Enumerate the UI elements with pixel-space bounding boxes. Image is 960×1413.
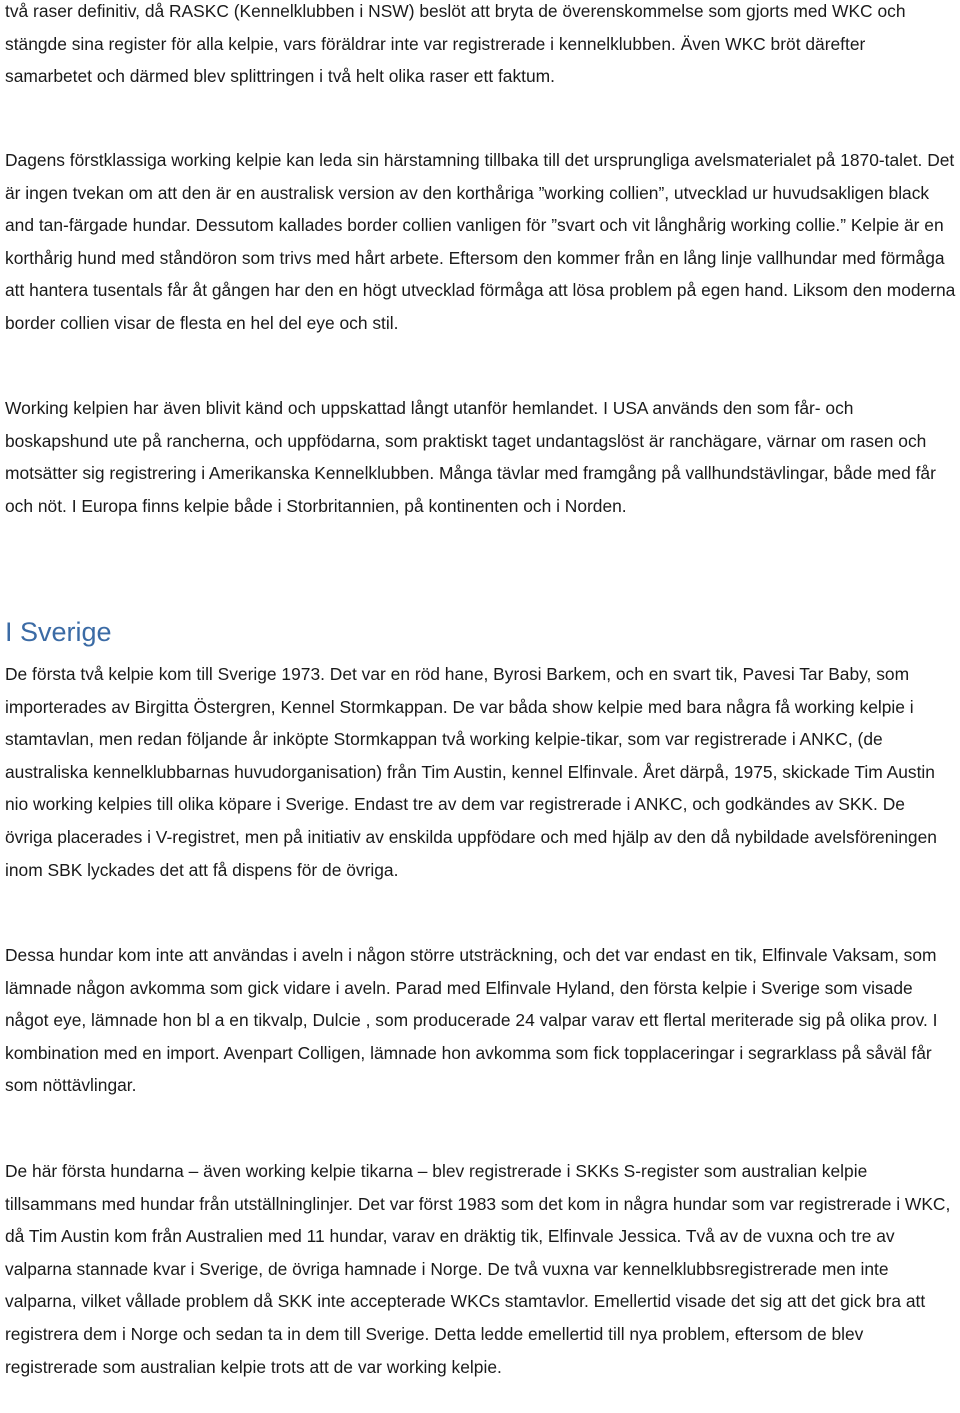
paragraph-international-spread: Working kelpien har även blivit känd och uppskattad långt utanför hemlandet. I USA används den som får- och boskapshund ute på rancherna, och uppfödarna, som praktiskt taget undantagslöst är ranchägare, värnar om rasen och motsätter sig registrering i Amerikanska Kennelklubben. Många tävlar med framgång på vallhundstävlingar, både med får och nöt. I Europa finns kelpie både i Storbritannien, på kontinenten och i Norden. xyxy=(5,398,936,516)
paragraph-first-imports: De första två kelpie kom till Sverige 1973. Det var en röd hane, Byrosi Barkem, och en svart tik, Pavesi Tar Baby, som importerades av Birgitta Östergren, Kennel Stormkappan. De var båda show kelpie med bara några få working kelpie i stamtavlan, men redan följande år inköpte Stormkappan två working kelpie-tikar, som var registrerade i ANKC, (de australiska kennelklubbarnas huvudorganisation) från Tim Austin, kennel Elfinvale. Året därpå, 1975, skickade Tim Austin nio working kelpies till olika köpare i Sverige. Endast tre av dem var registrerade i ANKC, och godkändes av SKK. De övriga placerades i V-registret, men på initiativ av enskilda uppfödare och med hjälp av den då nybildade avelsföreningen inom SBK lyckades det att få dispens för de övriga. xyxy=(5,664,937,880)
paragraph-breeding-use: Dessa hundar kom inte att användas i aveln i någon större utsträckning, och det var endast en tik, Elfinvale Vaksam, som lämnade någon avkomma som gick vidare i aveln. Parad med Elfinvale Hyland, den första kelpie i Sverige som visade något eye, lämnade hon bl a en tikvalp, Dulcie , som producerade 24 valpar varav ett flertal meriterade sig på olika prov. I kombination med en import. Avenpart Colligen, lämnade hon avkomma som fick topplaceringar i segrarklass på såväl får som nöttävlingar. xyxy=(5,945,938,1096)
section-heading-sverige: I Sverige xyxy=(5,617,112,647)
paragraph-breed-origin: Dagens förstklassiga working kelpie kan leda sin härstamning tillbaka till det ursprungliga avelsmaterialet på 1870-talet. Det är ingen tvekan om att den är en australisk version av den korthåriga ”working collien”, utvecklad ur huvudsakligen black and tan-färgade hundar. Dessutom kallades border collien vanligen för ”svart och vit långhårig working collie.” Kelpie är en korthårig hund med ståndöron som trivs med hårt arbete. Eftersom den kommer från en lång linje vallhundar med förmåga att hantera tusentals får åt gången har den en högt utvecklad förmåga att lösa problem på egen hand. Liksom den moderna border collien visar de flesta en hel del eye och stil. xyxy=(5,150,956,333)
paragraph-split-of-breeds: två raser definitiv, då RASKC (Kennelklubben i NSW) beslöt att bryta de överenskommelse som gjorts med WKC och stängde sina register för alla kelpie, vars föräldrar inte var registrerade i kennelklubben. Även WKC bröt därefter samarbetet och därmed blev splittringen i två helt olika raser ett faktum. xyxy=(5,1,906,87)
paragraph-registration-issues: De här första hundarna – även working kelpie tikarna – blev registrerade i SKKs S-register som australian kelpie tillsammans med hundar från utställninglinjer. Det var först 1983 som det kom in några hundar som var registrerade i WKC, då Tim Austin kom från Australien med 11 hundar, varav en dräktig tik, Elfinvale Jessica. Två av de vuxna och tre av valparna stannade kvar i Sverige, de övriga hamnade i Norge. De två vuxna var kennelklubbsregistrerade men inte valparna, vilket vållade problem då SKK inte accepterade WKCs stamtavlor. Emellertid visade det sig att det gick bra att registrera dem i Norge och sedan ta in dem till Sverige. Detta ledde emellertid till nya problem, eftersom de blev registrerade som australian kelpie trots att de var working kelpie. xyxy=(5,1161,951,1377)
